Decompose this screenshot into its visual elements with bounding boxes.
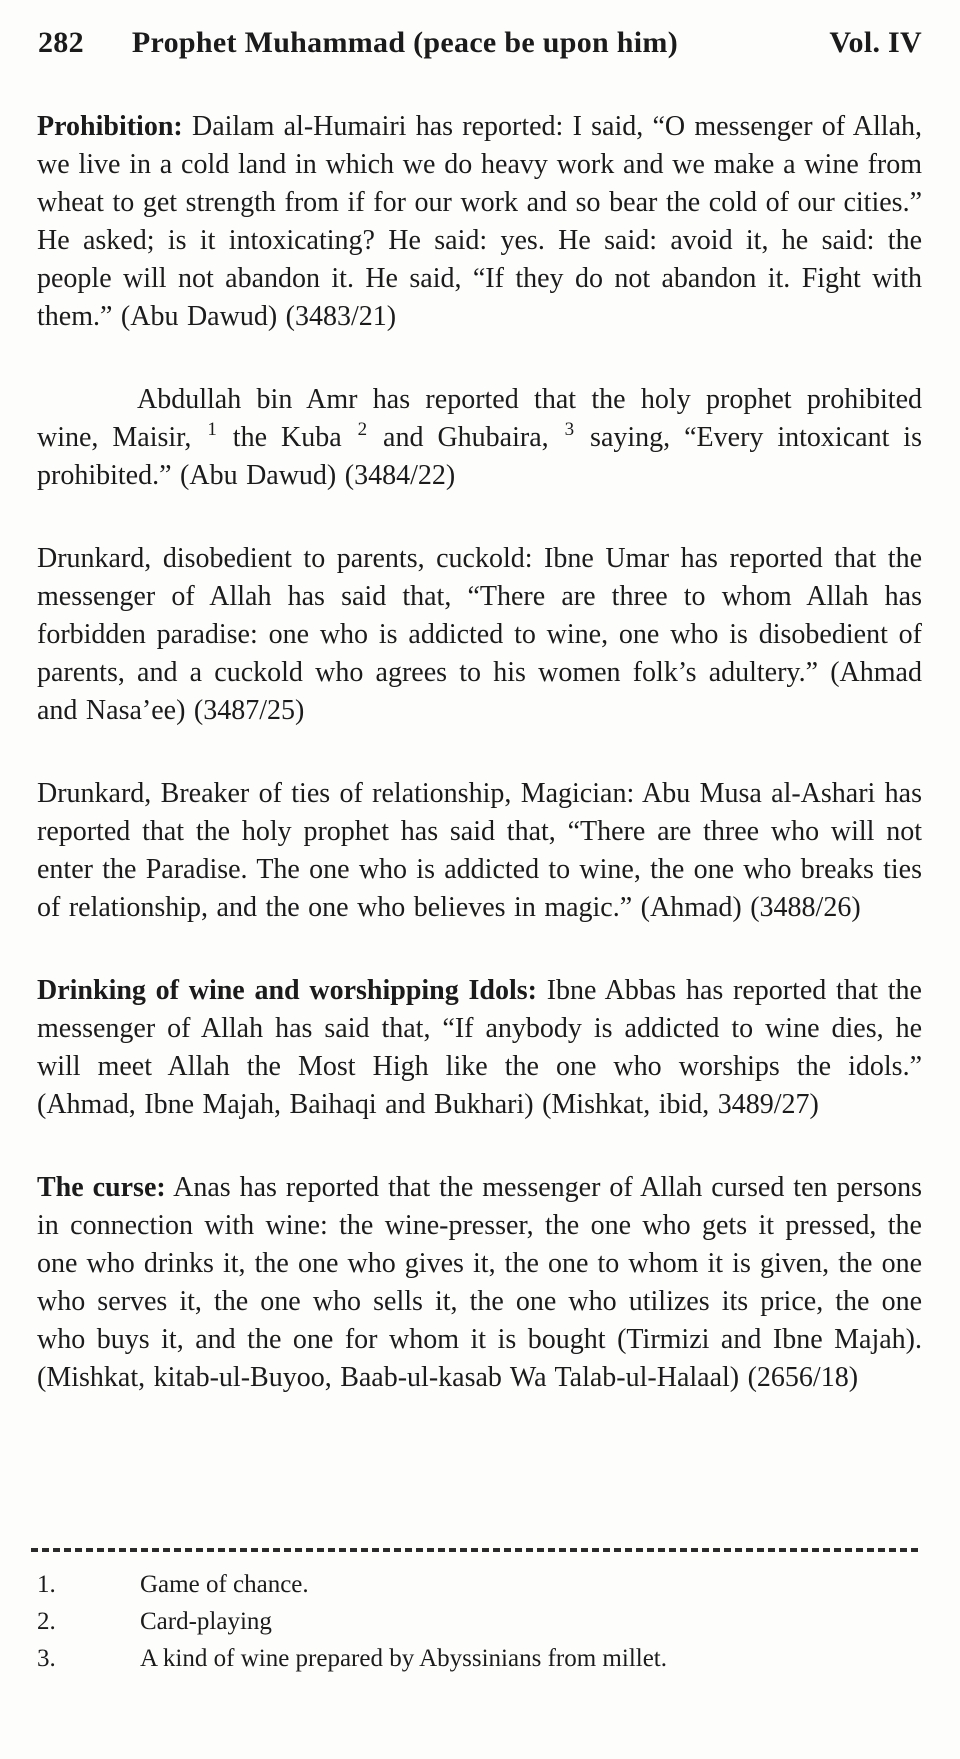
paragraph-text: Anas has reported that the messenger of Allah cursed ten persons in connection with wine: the wine-presser, the one who gets it pressed, the one who drinks it, the one who gives it, the one to whom it is given, the one who serves it, the one who sells it, the one who utilizes its price, the one who buys it, and the one for whom it is bought (Tirmizi and Ibne Majah). (Mishkat, kitab-ul-Buyoo, Baab-ul-kasab Wa Talab-ul-Halaal) (2656/18) [37,1172,922,1393]
footnote-number: 2. [37,1608,56,1635]
footnote-reference: 2 [357,418,368,440]
paragraph-text: Dailam al-Humairi has reported: I said, “O messenger of Allah, we live in a cold land in which we do heavy work and we make a wine from wheat to get strength from if for our work and so bear the cold of our cities.” He asked; is it intoxicating? He said: yes. He said: avoid it, he said: the people will not abandon it. He said, “If they do not abandon it. Fight with them.” (Abu Dawud) (3483/21) [37,111,922,332]
page-footer [31,1548,922,1677]
footnote-text: Card-playing [140,1608,272,1635]
footnote-item [37,1603,922,1640]
volume-label: Vol. IV [829,26,922,59]
document-body [0,108,960,1397]
paragraph [37,540,922,730]
paragraph [37,1169,922,1397]
paragraph [37,108,922,336]
paragraph-text: Drunkard, Breaker of ties of relationship, Magician: Abu Musa al-Ashari has reported that the holy prophet has said that, “There are three who will not enter the Paradise. The one who is addicted to wine, the one who breaks ties of relationship, and the one who believes in magic.” (Ahmad) (3488/26) [37,778,922,923]
page-header [0,0,960,60]
footnote-item [37,1640,922,1677]
footnote-reference: 1 [207,418,217,440]
footnote-item [37,1566,922,1603]
paragraph [37,972,922,1124]
footnote-number: 1. [37,1571,56,1598]
footnote-text: Game of chance. [140,1571,309,1598]
paragraph-text: Abdullah bin Amr has reported that the holy prophet prohibited wine, Maisir, [37,384,922,453]
footnote-text: A kind of wine prepared by Abyssinians from millet. [140,1645,668,1672]
paragraph-text: saying, “Every intoxicant is prohibited.” (Abu Dawud) (3484/22) [37,422,922,491]
footnote-divider [31,1548,922,1552]
page-title: Prophet Muhammad (peace be upon him) [131,26,679,59]
run-in-heading: Drinking of wine and worshipping Idols: [37,975,537,1006]
paragraph [37,775,922,927]
footnote-list [31,1566,922,1677]
paragraph-text: Ibne Abbas has reported that the messenger of Allah has said that, “If anybody is addicted to wine dies, he will meet Allah the Most High like the one who worships the idols.” (Ahmad, Ibne Majah, Baihaqi and Bukhari) (Mishkat, ibid, 3489/27) [37,975,922,1120]
paragraph-text: and Ghubaira, [369,422,563,453]
run-in-heading: Prohibition: [37,111,183,142]
paragraph-text: the Kuba [218,422,356,453]
run-in-heading: The curse: [37,1172,166,1203]
footnote-number: 3. [37,1645,56,1672]
paragraph [37,381,922,495]
page-number: 282 [38,26,84,59]
footnote-reference: 3 [564,418,575,440]
paragraph-text: Drunkard, disobedient to parents, cuckold: Ibne Umar has reported that the messenger of Allah has said that, “There are three to whom Allah has forbidden paradise: one who is addicted to wine, one who is disobedient of parents, and a cuckold who agrees to his women folk’s adultery.” (Ahmad and Nasa’ee) (3487/25) [37,543,922,726]
